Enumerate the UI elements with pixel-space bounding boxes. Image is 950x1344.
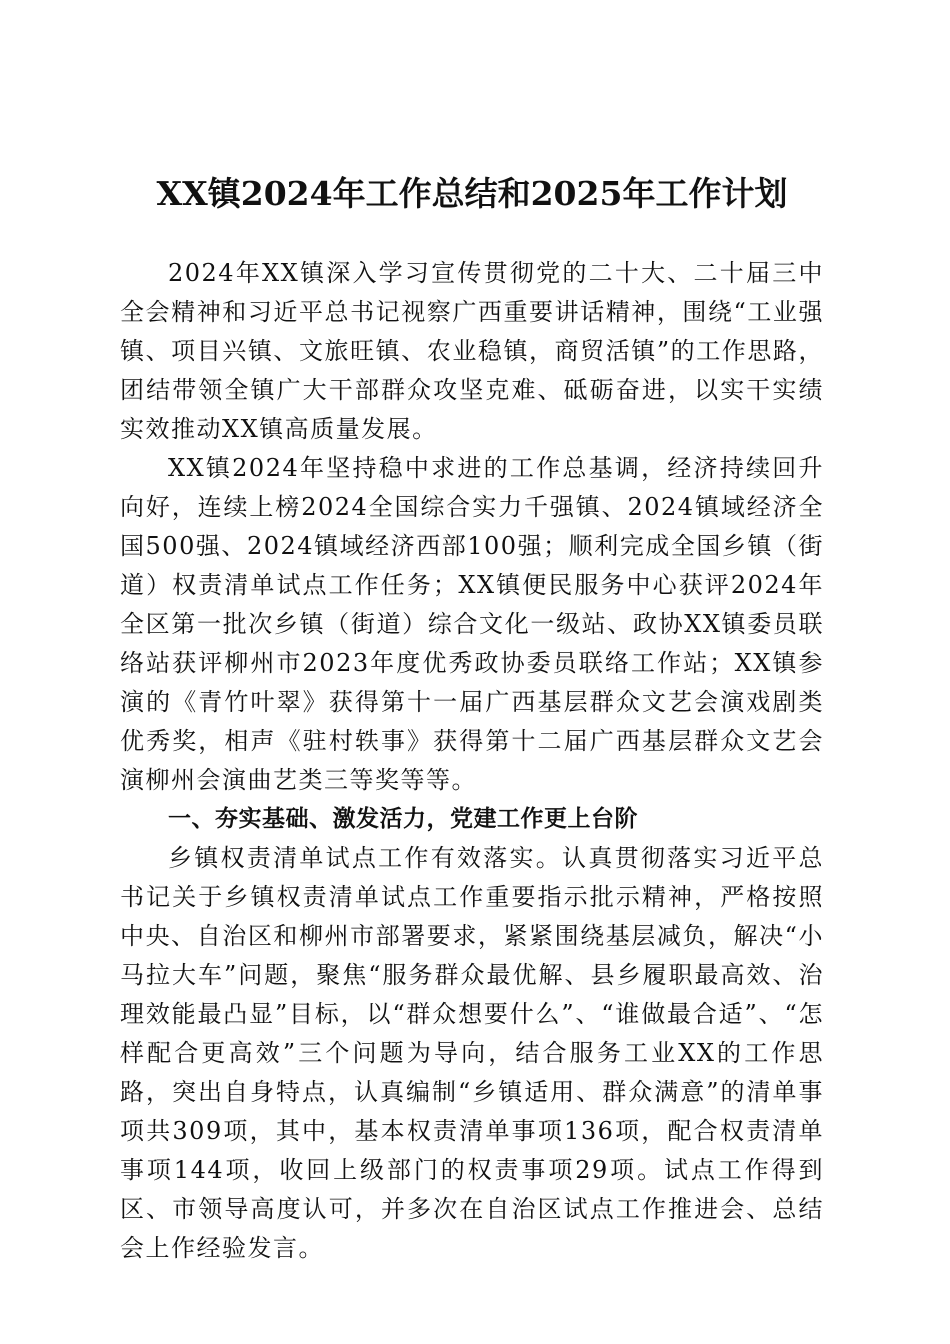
document-title: XX镇2024年工作总结和2025年工作计划 <box>156 174 788 213</box>
section-1-paragraph: 乡镇权责清单试点工作有效落实。认真贯彻落实习近平总书记关于乡镇权责清单试点工作重要指示批示精神，严格按照中央、自治区和柳州市部署要求，紧紧围绕基层减负，解决“小马拉大车”问题，聚焦“服务群众最优解、县乡履职最高效、治理效能最凸显”目标，以“群众想要什么”、“谁做最合适”、“怎样配合更高效”三个问题为导向，结合服务工业XX的工作思路，突出自身特点，认真编制“乡镇适用、群众满意”的清单事项共309项，其中，基本权责清单事项136项，配合权责清单事项144项，收回上级部门的权责事项29项。试点工作得到区、市领导高度认可，并多次在自治区试点工作推进会、总结会上作经验发言。 <box>120 844 824 1262</box>
summary-paragraph: XX镇2024年坚持稳中求进的工作总基调，经济持续回升向好，连续上榜2024全国综合实力千强镇、2024镇域经济全国500强、2024镇域经济西部100强；顺利完成全国乡镇（街道）权责清单试点工作任务；XX镇便民服务中心获评2024年全区第一批次乡镇（街道）综合文化一级站、政协XX镇委员联络站获评柳州市2023年度优秀政协委员联络工作站；XX镇参演的《青竹叶翠》获得第十一届广西基层群众文艺会演戏剧类优秀奖，相声《驻村轶事》获得第十二届广西基层群众文艺会演柳州会演曲艺类三等奖等等。 <box>120 454 824 794</box>
document-page <box>120 170 824 1268</box>
intro-paragraph: 2024年XX镇深入学习宣传贯彻党的二十大、二十届三中全会精神和习近平总书记视察广西重要讲话精神，围绕“工业强镇、项目兴镇、文旅旺镇、农业稳镇，商贸活镇”的工作思路，团结带领全镇广大干部群众攻坚克难、砥砺奋进，以实干实绩实效推动XX镇高质量发展。 <box>120 259 824 443</box>
section-heading-1: 一、夯实基础、激发活力，党建工作更上台阶 <box>168 806 638 832</box>
